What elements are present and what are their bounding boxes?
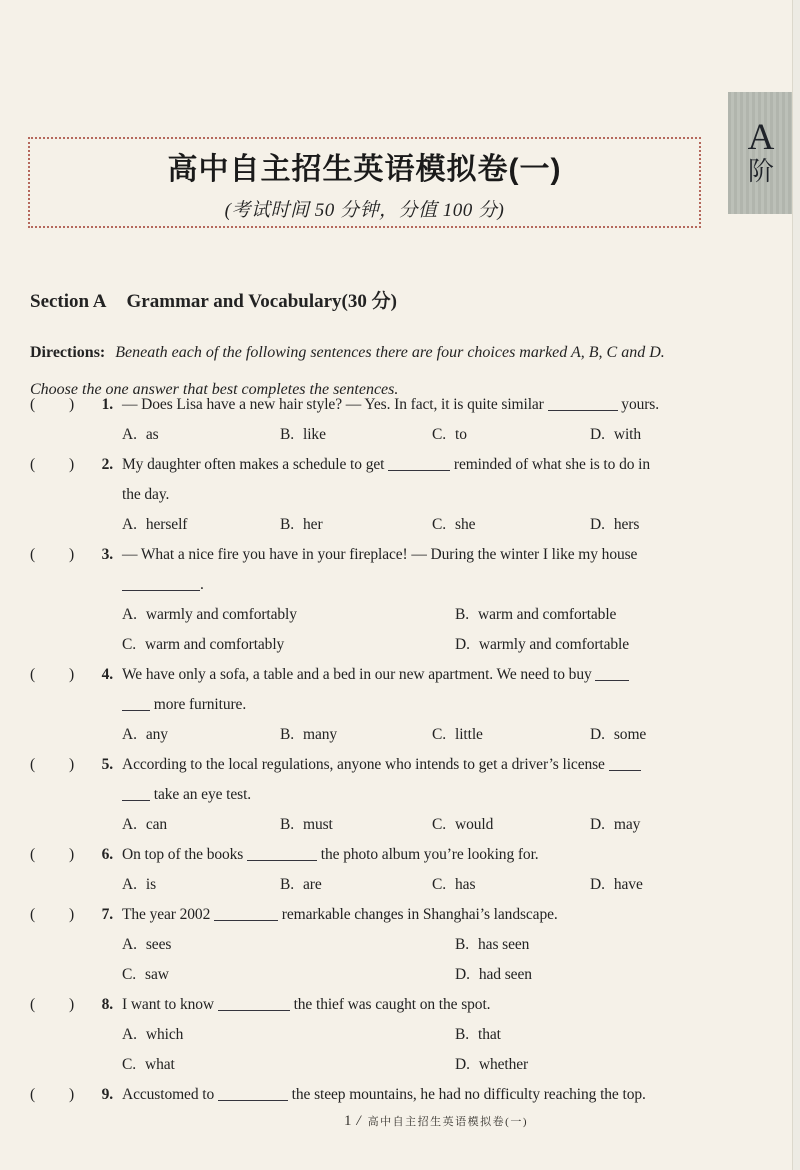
option bbox=[432, 420, 590, 450]
question-number: 6. bbox=[101, 846, 113, 863]
question bbox=[30, 990, 778, 1080]
option-label: A. bbox=[122, 426, 137, 443]
option bbox=[122, 930, 455, 960]
option-label: C. bbox=[122, 636, 137, 653]
option-label: D. bbox=[455, 636, 470, 653]
question-line: . bbox=[122, 570, 778, 600]
option bbox=[455, 930, 778, 960]
answer-bracket bbox=[30, 540, 80, 570]
question bbox=[30, 390, 778, 450]
option-text: herself bbox=[145, 516, 188, 533]
bracket-close: ) bbox=[68, 846, 74, 863]
question-line: the day. bbox=[122, 486, 170, 503]
option-label: C. bbox=[432, 726, 447, 743]
question-number: 4. bbox=[101, 666, 113, 683]
option-text: have bbox=[613, 876, 643, 893]
option-text: which bbox=[145, 1026, 184, 1043]
section-label: Section A bbox=[30, 291, 107, 312]
section-title: Grammar and Vocabulary bbox=[126, 291, 342, 312]
bracket-close: ) bbox=[68, 456, 74, 473]
option bbox=[122, 960, 455, 990]
bracket-open: ( bbox=[30, 906, 36, 923]
answer-blank bbox=[548, 398, 618, 411]
question-body bbox=[122, 840, 778, 900]
options-row bbox=[122, 960, 778, 990]
option-text: has seen bbox=[478, 936, 530, 953]
option bbox=[122, 420, 280, 450]
question-body bbox=[122, 450, 778, 540]
section-heading bbox=[30, 286, 397, 313]
directions-text-1: Beneath each of the following sentences there are four choices marked A, B, C and D. bbox=[115, 344, 665, 361]
option-text: may bbox=[613, 816, 641, 833]
option-label: B. bbox=[280, 816, 295, 833]
options-row bbox=[122, 510, 778, 540]
option bbox=[432, 870, 590, 900]
answer-blank bbox=[122, 788, 150, 801]
bracket-close: ) bbox=[68, 1086, 74, 1103]
option-label: D. bbox=[590, 516, 605, 533]
question bbox=[30, 750, 778, 840]
question-line: On top of the books the photo album you’re looking for. bbox=[122, 846, 539, 863]
exam-subtitle: (考试时间 50 分钟，分值 100 分) bbox=[224, 199, 505, 221]
bracket-open: ( bbox=[30, 756, 36, 773]
option bbox=[455, 630, 778, 660]
option-text: saw bbox=[145, 966, 169, 983]
option-label: B. bbox=[455, 936, 470, 953]
option bbox=[432, 720, 590, 750]
option-text: would bbox=[455, 816, 494, 833]
options-row bbox=[122, 420, 778, 450]
exam-title: 高中自主招生英语模拟卷(一) bbox=[167, 152, 562, 186]
page-edge-shadow bbox=[792, 0, 800, 1170]
option-label: B. bbox=[280, 726, 295, 743]
question-line: We have only a sofa, a table and a bed in our new apartment. We need to buy bbox=[122, 660, 778, 690]
options-row bbox=[122, 870, 778, 900]
option-text: can bbox=[145, 816, 168, 833]
question-line: — Does Lisa have a new hair style? — Yes. In fact, it is quite similar yours. bbox=[122, 396, 660, 413]
option-text: warm and comfortably bbox=[145, 636, 285, 653]
option-label: A. bbox=[122, 516, 137, 533]
option-label: C. bbox=[432, 426, 447, 443]
option-label: C. bbox=[432, 876, 447, 893]
question-line: My daughter often makes a schedule to get reminded of what she is to do in bbox=[122, 456, 650, 473]
answer-blank bbox=[122, 698, 150, 711]
options-row bbox=[122, 1050, 778, 1080]
option-text: must bbox=[303, 816, 333, 833]
answer-bracket bbox=[30, 840, 80, 870]
options-row bbox=[122, 720, 778, 750]
option bbox=[122, 510, 280, 540]
option-label: C. bbox=[432, 816, 447, 833]
bracket-close: ) bbox=[68, 756, 74, 773]
question-body bbox=[122, 540, 778, 660]
level-tab-letter: A bbox=[747, 116, 775, 158]
options-row bbox=[122, 1020, 778, 1050]
option-label: D. bbox=[455, 966, 470, 983]
option bbox=[122, 720, 280, 750]
option-label: B. bbox=[280, 426, 295, 443]
option bbox=[122, 630, 455, 660]
answer-bracket bbox=[30, 900, 80, 930]
answer-blank bbox=[122, 578, 200, 591]
option-label: B. bbox=[455, 1026, 470, 1043]
options-row bbox=[122, 810, 778, 840]
question-line: The year 2002 remarkable changes in Shanghai’s landscape. bbox=[122, 906, 558, 923]
answer-blank bbox=[609, 758, 641, 771]
questions-list bbox=[30, 390, 778, 1110]
option-text: many bbox=[303, 726, 338, 743]
option-label: C. bbox=[122, 966, 137, 983]
page-number: 1 bbox=[344, 1113, 352, 1129]
option-text: warmly and comfortable bbox=[478, 636, 630, 653]
option-text: had seen bbox=[478, 966, 532, 983]
directions-label: Directions: bbox=[30, 344, 106, 361]
options-row bbox=[122, 600, 778, 630]
bracket-open: ( bbox=[30, 996, 36, 1013]
bracket-close: ) bbox=[68, 906, 74, 923]
question-body bbox=[122, 750, 778, 840]
option-label: A. bbox=[122, 936, 137, 953]
answer-blank bbox=[214, 908, 278, 921]
footer-slash: / bbox=[356, 1113, 361, 1129]
option bbox=[590, 510, 778, 540]
option-text: any bbox=[145, 726, 168, 743]
option bbox=[455, 960, 778, 990]
option-text: with bbox=[613, 426, 642, 443]
option-text: as bbox=[145, 426, 159, 443]
option-label: D. bbox=[590, 726, 605, 743]
option bbox=[590, 720, 778, 750]
option bbox=[280, 720, 432, 750]
exam-title-box bbox=[28, 137, 701, 228]
level-tab bbox=[728, 92, 794, 214]
question bbox=[30, 540, 778, 660]
option-text: that bbox=[478, 1026, 501, 1043]
answer-bracket bbox=[30, 990, 80, 1020]
bracket-open: ( bbox=[30, 546, 36, 563]
footer-inner bbox=[344, 1112, 528, 1130]
option-text: whether bbox=[478, 1056, 529, 1073]
option-label: D. bbox=[590, 876, 605, 893]
answer-blank bbox=[388, 458, 450, 471]
question-line: Accustomed to the steep mountains, he had no difficulty reaching the top. bbox=[122, 1086, 646, 1103]
bracket-open: ( bbox=[30, 456, 36, 473]
bracket-open: ( bbox=[30, 666, 36, 683]
option bbox=[122, 1020, 455, 1050]
option-text: are bbox=[303, 876, 322, 893]
answer-bracket bbox=[30, 660, 80, 690]
question-number: 1. bbox=[101, 396, 113, 413]
footer-title: 高中自主招生英语模拟卷(一) bbox=[367, 1116, 528, 1128]
options-row bbox=[122, 630, 778, 660]
page-footer bbox=[0, 1112, 800, 1130]
option-text: little bbox=[455, 726, 483, 743]
question-body bbox=[122, 900, 778, 990]
question-body bbox=[122, 1080, 778, 1110]
option-label: A. bbox=[122, 606, 137, 623]
answer-bracket bbox=[30, 450, 80, 480]
option bbox=[590, 420, 778, 450]
question-line: According to the local regulations, anyone who intends to get a driver’s license bbox=[122, 750, 778, 780]
option-label: D. bbox=[590, 426, 605, 443]
question-line: I want to know the thief was caught on the spot. bbox=[122, 996, 491, 1013]
option bbox=[280, 510, 432, 540]
question-number: 7. bbox=[101, 906, 113, 923]
option-text: she bbox=[455, 516, 476, 533]
option bbox=[590, 810, 778, 840]
option-label: D. bbox=[455, 1056, 470, 1073]
option-label: B. bbox=[280, 516, 295, 533]
answer-bracket bbox=[30, 750, 80, 780]
option-text: like bbox=[303, 426, 326, 443]
option-label: A. bbox=[122, 816, 137, 833]
section-score: (30 分) bbox=[341, 291, 397, 312]
option-text: her bbox=[303, 516, 323, 533]
question-number: 9. bbox=[101, 1086, 113, 1103]
directions-text-2: Choose the one answer that best completes the sentences. bbox=[30, 381, 399, 398]
option bbox=[280, 810, 432, 840]
option bbox=[455, 1020, 778, 1050]
option-label: C. bbox=[432, 516, 447, 533]
level-tab-character: 阶 bbox=[747, 155, 774, 186]
option-label: D. bbox=[590, 816, 605, 833]
option-text: warm and comfortable bbox=[478, 606, 617, 623]
question-body bbox=[122, 660, 778, 750]
option bbox=[122, 600, 455, 630]
question-number: 3. bbox=[101, 546, 113, 563]
option-text: warmly and comfortably bbox=[145, 606, 297, 623]
bracket-close: ) bbox=[68, 396, 74, 413]
question bbox=[30, 1080, 778, 1110]
option-label: A. bbox=[122, 726, 137, 743]
bracket-close: ) bbox=[68, 666, 74, 683]
option bbox=[122, 1050, 455, 1080]
answer-blank bbox=[247, 848, 317, 861]
option bbox=[590, 870, 778, 900]
option-text: to bbox=[455, 426, 467, 443]
bracket-open: ( bbox=[30, 846, 36, 863]
question bbox=[30, 450, 778, 540]
option-label: B. bbox=[455, 606, 470, 623]
answer-blank bbox=[595, 668, 629, 681]
question-line: take an eye test. bbox=[122, 780, 778, 810]
option bbox=[122, 810, 280, 840]
option bbox=[455, 1050, 778, 1080]
question-body bbox=[122, 390, 778, 450]
answer-bracket bbox=[30, 390, 80, 420]
bracket-open: ( bbox=[30, 1086, 36, 1103]
bracket-close: ) bbox=[68, 996, 74, 1013]
option-text: what bbox=[145, 1056, 175, 1073]
option-text: has bbox=[455, 876, 476, 893]
option bbox=[432, 510, 590, 540]
option bbox=[455, 600, 778, 630]
option-text: is bbox=[145, 876, 157, 893]
question-line: — What a nice fire you have in your fireplace! — During the winter I like my house bbox=[122, 546, 638, 563]
question bbox=[30, 840, 778, 900]
option-text: some bbox=[613, 726, 647, 743]
option bbox=[122, 870, 280, 900]
option-label: A. bbox=[122, 1026, 137, 1043]
question-body bbox=[122, 990, 778, 1080]
option bbox=[432, 810, 590, 840]
question-line: more furniture. bbox=[122, 690, 778, 720]
question bbox=[30, 900, 778, 990]
question-number: 2. bbox=[101, 456, 113, 473]
option-text: sees bbox=[145, 936, 172, 953]
question bbox=[30, 660, 778, 750]
answer-bracket bbox=[30, 1080, 80, 1110]
option-label: C. bbox=[122, 1056, 137, 1073]
option-text: hers bbox=[613, 516, 640, 533]
option-label: A. bbox=[122, 876, 137, 893]
option bbox=[280, 420, 432, 450]
options-row bbox=[122, 930, 778, 960]
question-number: 5. bbox=[101, 756, 113, 773]
bracket-close: ) bbox=[68, 546, 74, 563]
answer-blank bbox=[218, 998, 290, 1011]
question-number: 8. bbox=[101, 996, 113, 1013]
bracket-open: ( bbox=[30, 396, 36, 413]
directions-line-1 bbox=[30, 334, 730, 371]
option bbox=[280, 870, 432, 900]
answer-blank bbox=[218, 1088, 288, 1101]
option-label: B. bbox=[280, 876, 295, 893]
